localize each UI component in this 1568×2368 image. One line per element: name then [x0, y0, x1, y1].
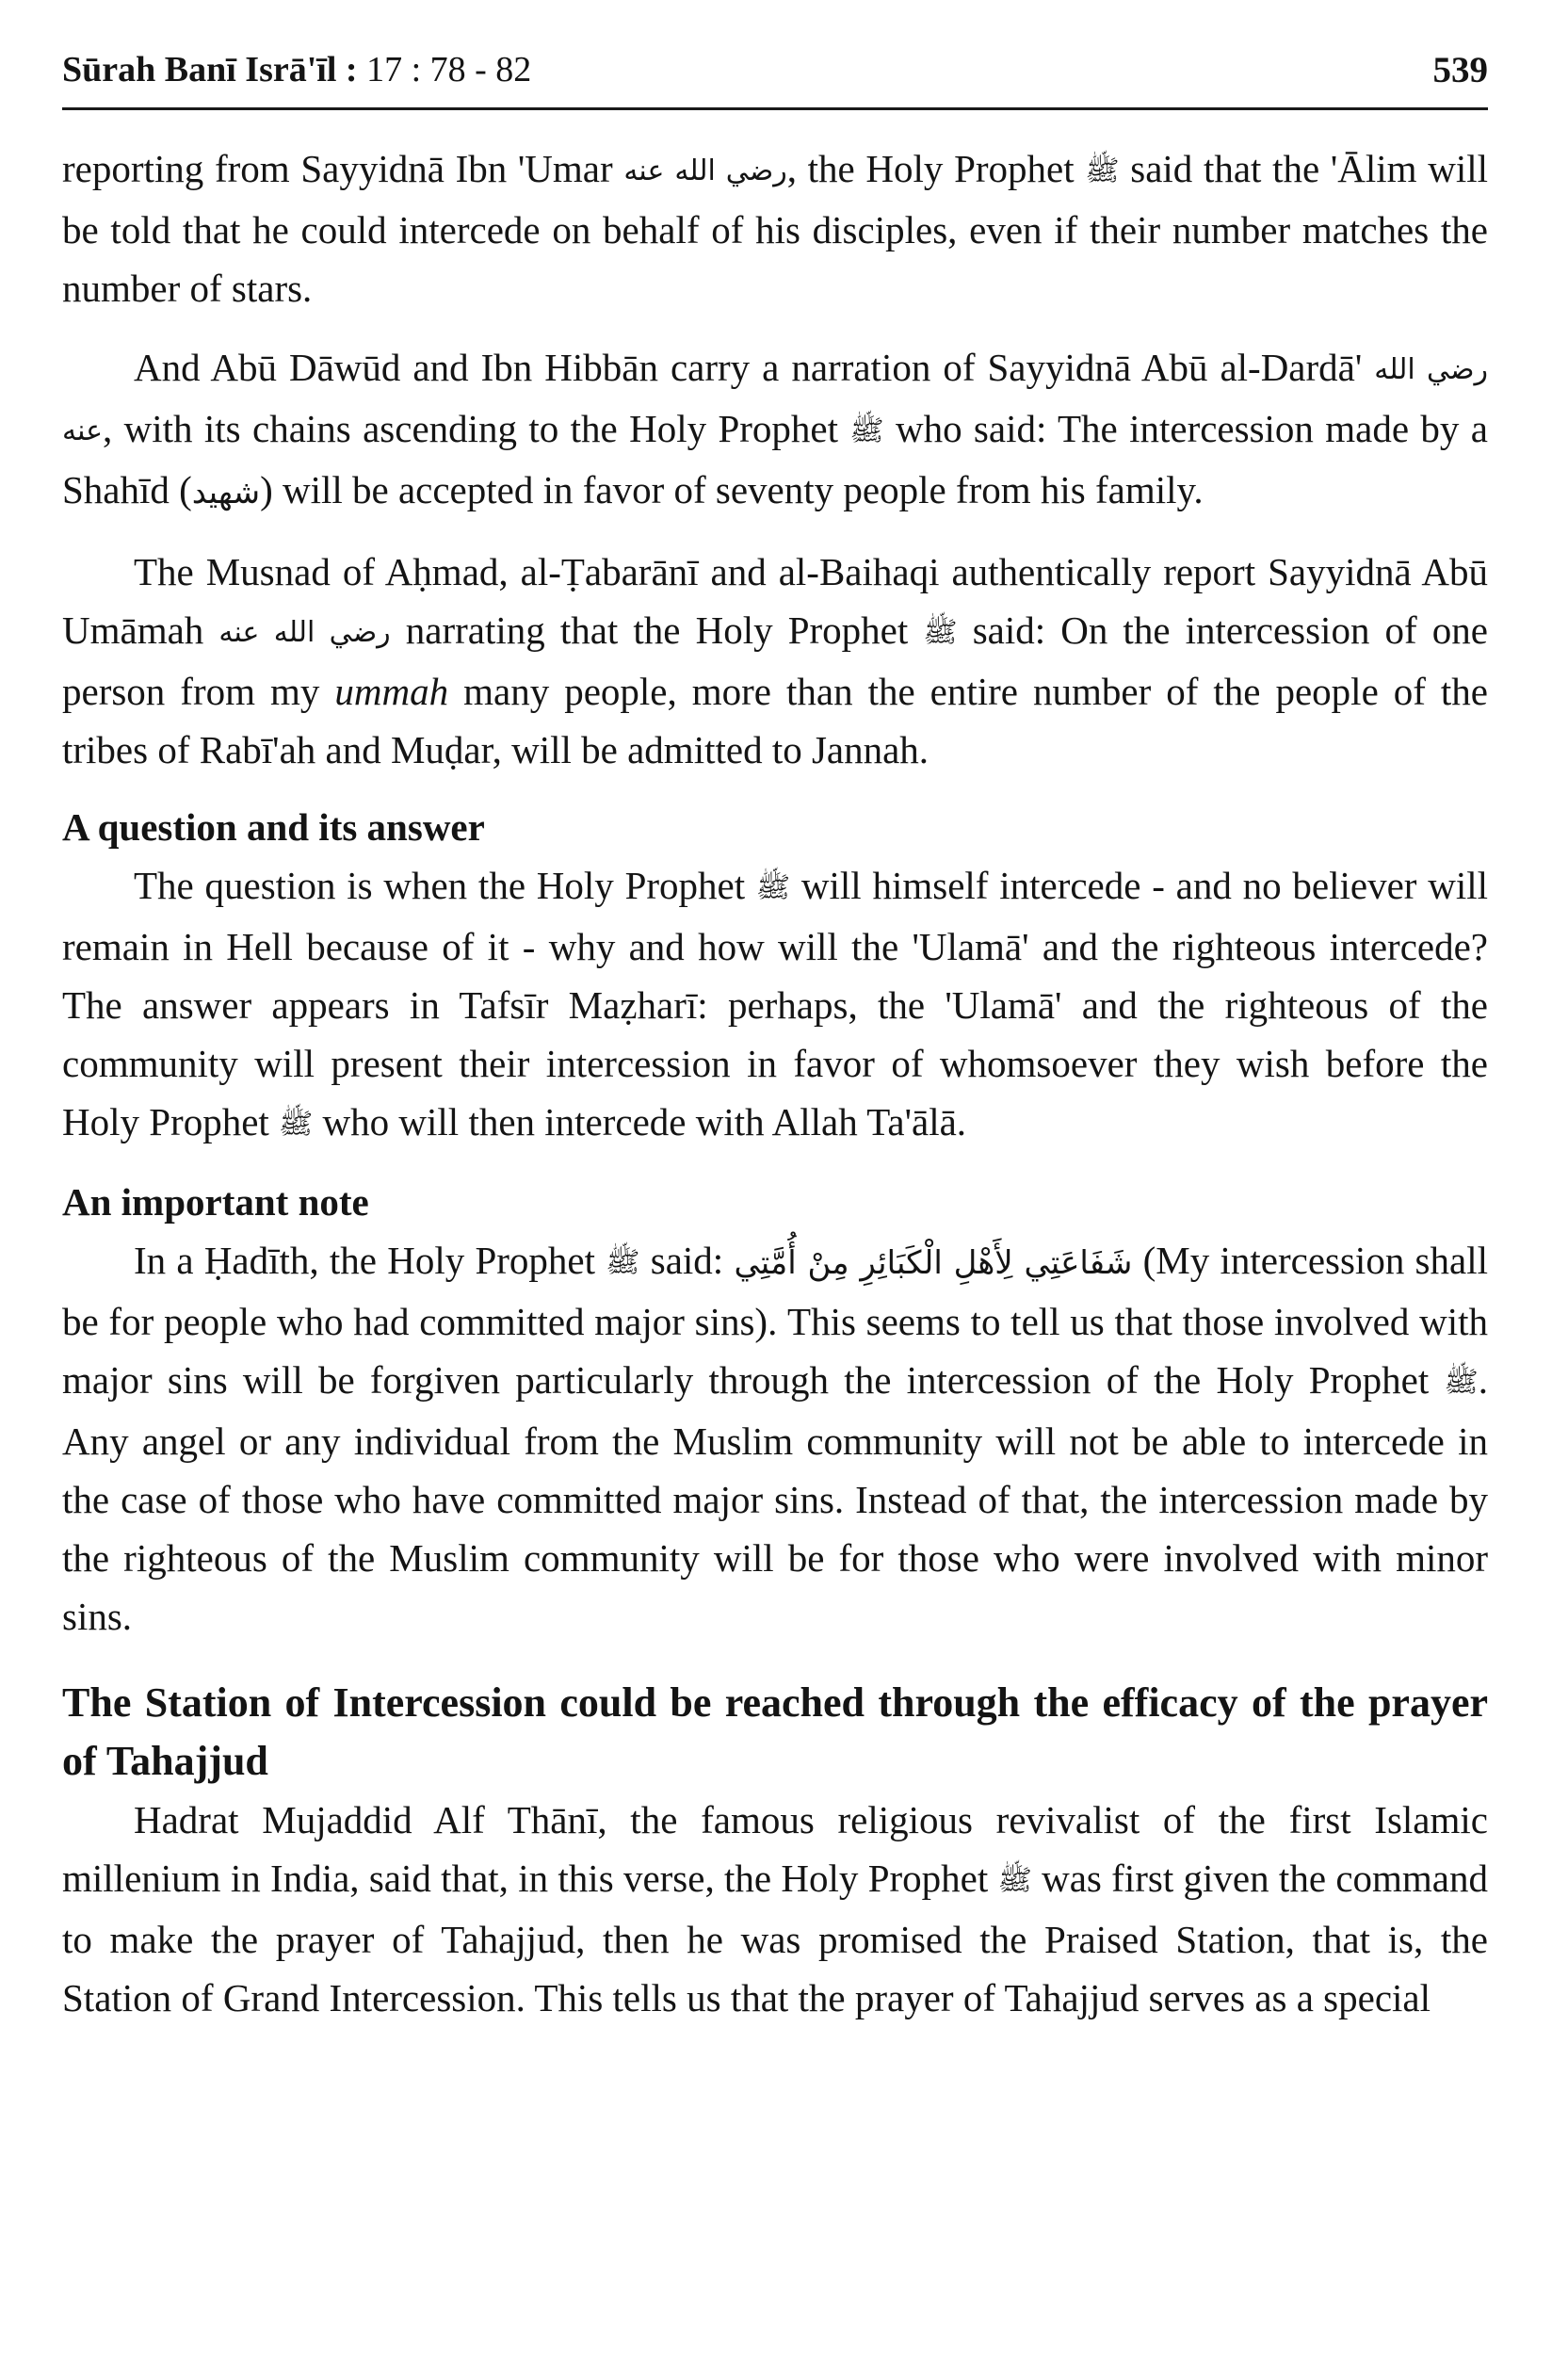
radiallah-symbol-icon: رضي الله عنه — [218, 616, 391, 649]
page-number: 539 — [1432, 50, 1488, 90]
section-heading-question: A question and its answer — [62, 805, 485, 849]
text-run: , the Holy Prophet — [786, 147, 1086, 190]
text-run: , with its chains ascending to the Holy Prophet — [103, 407, 850, 450]
text-run: narrating that the Holy Prophet — [390, 608, 924, 652]
salawat-symbol-icon: ﷺ — [849, 414, 884, 447]
section-heading-station: The Station of Intercession could be reached through the efficacy of the prayer of Tahajjud — [62, 1679, 1488, 1784]
text-run: Hadrat Mujaddid Alf Thānī, the famous religious revivalist of the first Islamic millenium in India, said that, in this verse, the Holy Prophet — [62, 1798, 1488, 1900]
arabic-hadith-quote: شَفَاعَتِي لِأَهْلِ الْكَبَائِرِ مِنْ أُمَّتِي — [734, 1244, 1133, 1282]
salawat-symbol-icon: ﷺ — [279, 1108, 314, 1141]
paragraph-6 — [62, 1791, 1488, 2027]
text-run: In a Ḥadīth, the Holy Prophet — [134, 1239, 606, 1282]
text-run: . Any angel or any individual from the Muslim community will not be able to intercede in the case of those who have committed major sins. Instead of that, the intercession made by the righteous of the Muslim community will be for those who were involved with minor sins. — [62, 1358, 1488, 1638]
salawat-symbol-icon: ﷺ — [997, 1864, 1032, 1897]
arabic-term: شهيد — [191, 474, 261, 511]
text-run: many people, more than the entire number of the people of the tribes of Rabī'ah and Muḍar, will be admitted to Jannah. — [62, 670, 1489, 771]
text-run: was first given the command to make the prayer of Tahajjud, then he was promised the Praised Station, that is, the Station of Grand Intercession. This tells us that the prayer of Tahajjud serves as a special — [62, 1857, 1488, 2019]
header-rule — [62, 107, 1488, 110]
salawat-symbol-icon: ﷺ — [755, 871, 791, 904]
text-run: reporting from Sayyidnā Ibn 'Umar — [62, 147, 624, 190]
verse-range: 17 : 78 - 82 — [366, 50, 532, 89]
page-body — [62, 139, 1488, 2027]
text-run: will himself intercede - and no believer will remain in Hell because of it - why and how will the 'Ulamā' and the righteous intercede? The answer appears in Tafsīr Maẓharī: perhaps, the 'Ulamā' and the righteous of the community will present their intercession in favor of whomsoever they wish before the Holy Prophet — [62, 864, 1488, 1143]
italic-term: ummah — [334, 670, 449, 713]
text-run: The Musnad of Aḥmad, al-Ṭabarānī and al-Baihaqi authentically report Sayyidnā Abū Umāmah — [62, 550, 1488, 652]
paragraph-1 — [62, 139, 1488, 317]
salawat-symbol-icon: ﷺ — [606, 1246, 640, 1279]
radiallah-symbol-icon: رضي الله عنه — [623, 154, 787, 187]
surah-name: Sūrah Banī Isrā'īl : — [62, 50, 358, 89]
paragraph-2 — [62, 338, 1488, 522]
text-run: who will then intercede with Allah Ta'ālā. — [313, 1100, 967, 1143]
salawat-symbol-icon: ﷺ — [1085, 154, 1120, 187]
text-run: said: On the intercession of one person from my — [62, 608, 1488, 713]
text-run: (My intercession shall be for people who had committed major sins). This seems to tell us that those involved with major sins will be forgiven particularly through the intercession of the Holy Prophet — [62, 1239, 1488, 1402]
text-run: who said: The intercession made by a Shahīd ( — [62, 407, 1488, 511]
salawat-symbol-icon: ﷺ — [923, 616, 958, 649]
text-run: And Abū Dāwūd and Ibn Hibbān carry a narration of Sayyidnā Abū al-Dardā' — [134, 346, 1375, 389]
paragraph-3 — [62, 543, 1488, 779]
salawat-symbol-icon: ﷺ — [1444, 1366, 1479, 1399]
running-title — [62, 49, 531, 90]
paragraph-4 — [62, 856, 1488, 1154]
page-header — [62, 43, 1488, 113]
text-run: said that the 'Ālim will be told that he could intercede on behalf of his disciples, even if their number matches the number of stars. — [62, 147, 1488, 310]
paragraph-5 — [62, 1231, 1488, 1646]
radiallah-symbol-icon: رضي الله عنه — [62, 353, 1488, 447]
text-run: said: — [639, 1239, 735, 1282]
text-run: The question is when the Holy Prophet — [134, 864, 756, 907]
text-run: ) will be accepted in favor of seventy people from his family. — [260, 468, 1204, 511]
section-heading-note: An important note — [62, 1180, 369, 1224]
